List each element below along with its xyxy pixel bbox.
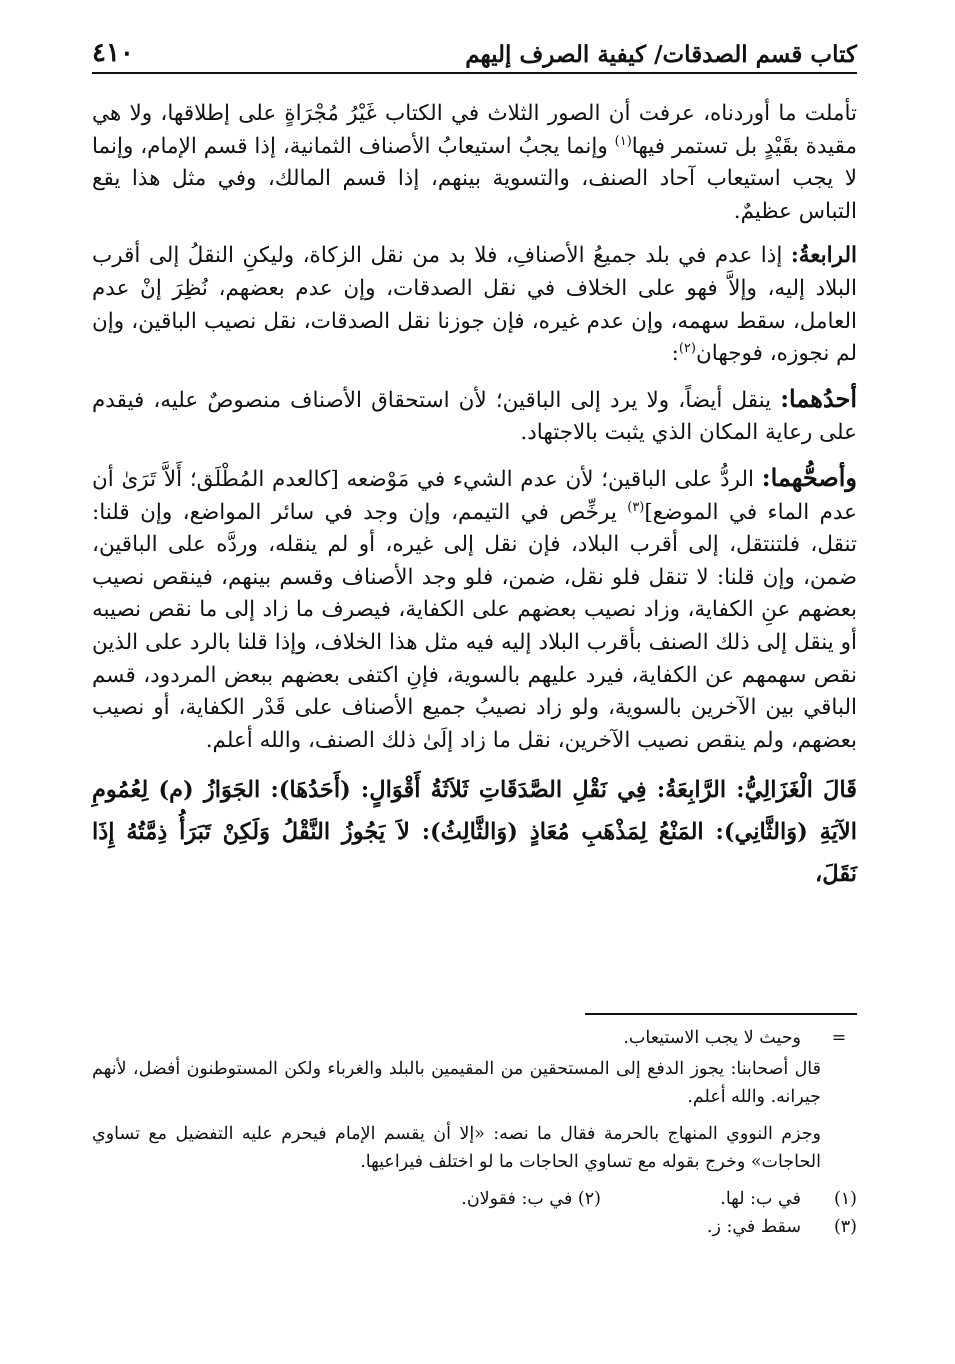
paragraph-fourth-text-b: : [671,341,679,367]
footnote-3-text: سقط في: ز. [706,1217,801,1237]
paragraph-first-view [92,383,857,450]
footnotes [92,1024,857,1242]
footnote-2-text: (٢) في ب: فقولان. [461,1188,601,1209]
paragraph-1-text-a: تأملت ما أوردناه، عرفت أن الصور الثلاث في الكتاب غَيْرُ مُجْرَاةٍ على إطلاقها، ولا هي مقيدة بقَيْدٍ بل تستمر فيها [92,101,857,159]
paragraph-1 [92,98,857,228]
continuation-marker: = [831,1028,847,1048]
page-number: ٤١٠ [92,38,134,68]
paragraph-fourth-lead: الرابعةُ: [790,243,857,269]
paragraph-first-view-lead: أحدُهما: [780,383,857,413]
paragraph-correct-view [92,462,857,757]
page-header [92,30,857,74]
paragraph-correct-view-lead: وأصحُّهما: [761,462,857,492]
paragraph-fourth-text-a: إذا عدم في بلد جميعُ الأصنافِ، فلا بد من نقل الزكاة، وليكنِ النقلُ إلى أقرب البلاد إليه، وإلاَّ فهو على الخلاف في نقل الصدقات، وإن عدم بعضهم، نُظِرَ إنْ عدم العامل، سقط سهمه، وإن عدم غيره، فإن جوزنا نقل الصدقات، نقل نصيب الباقين، وإن لم نجوزه، فوجهان [92,243,857,367]
paragraph-fourth [92,240,857,370]
footnote-ref-1: (١) [614,133,632,149]
continuation-line: وحيث لا يجب الاستيعاب. [623,1028,801,1048]
footnote-ref-2: (٢) [678,341,696,356]
footnote-block-1: قال أصحابنا: يجوز الدفع إلى المستحقين من المقيمين بالبلد والغرباء ولكن المستوطنون أفضل، لأنهم جيرانه. والله أعلم. [92,1058,821,1107]
footnote-block-2: وجزم النووي المنهاج بالحرمة فقال ما نصه: «إلا أن يقسم الإمام فيحرم عليه التفضيل مع تساوي الحاجات» وخرج بقوله مع تساوي الحاجات ما لو اختلف فيراعيها. [92,1123,821,1172]
paragraph-correct-view-text-a: الردُّ على الباقين؛ لأن عدم الشيء في مَوْضعه [كالعدم المُطْلَق؛ أَلاَّ تَرَىٰ أن عدم الماء في الموضع] [92,466,858,525]
main-text [92,98,857,907]
footnote-ref-3: (٣) [627,499,645,515]
footnote-1-number: (١) [833,1188,857,1209]
footnote-continuation [92,1024,857,1053]
ghazali-quote [92,769,857,895]
footnote-divider [585,1013,857,1015]
footnote-3-number: (٣) [833,1217,857,1237]
running-title: كتاب قسم الصدقات/ كيفية الصرف إليهم [465,41,857,68]
paragraph-first-view-text: ينقل أيضاً، ولا يرد إلى الباقين؛ لأن استحقاق الأصناف منصوصٌ عليه، فيقدم على رعاية المكان الذي يثبت بالاجتهاد. [92,387,857,446]
paragraph-correct-view-text-b: يرخِّص في التيمم، وإن وجد في سائر المواضع، وإن قلنا: تنقل، فلتنتقل، إلى أقرب البلاد، فإن نقل إلى غيره، أو لم ينقله، وردَّه على الباقين، ضمن، وإن قلنا: لا تنقل فلو نقل، ضمن، فلو وجد الأصناف وقسم بينهم، فينقص نصيب بعضهم عنِ الكفاية، وزاد نصيب بعضهم على الكفاية، فيصرف ما زاد إلى ما نقص نصيبه أو ينقل إلى ذلك الصنف بأقرب البلاد إليه فيه مثل هذا الخلاف، وإذا قلنا بالرد على الذين نقص سهمهم عن الكفاية، فيرد عليهم بالسوية، فإنِ اكتفى بعضهم ببعض المردود، قسم الباقي بين الآخرين بالسوية، ولو زاد نصيبُ جميع الأصناف على قَدْر الكفاية، أو نصيب بعضهم، ولم ينقص نصيب الآخرين، نقل ما زاد إلَىٰ ذلك الصنف، والله أعلم. [92,499,857,753]
ghazali-quote-intro: قَالَ الْغَزَالِيُّ: [726,777,857,804]
footnote-row-3 [92,1213,857,1242]
ghazali-quote-text: الرَّابِعَةُ: فِي نَقْلِ الصَّدَقَاتِ ثَلاَثَةُ أَقْوَالٍ: (أَحَدُهَا): الجَوَازُ (م) لِعُمُومِ الآيَةِ (وَالثَّانِي): المَنْعُ لِمَذْهَبِ مُعَاذٍ (وَالثَّالِثُ): لاَ يَجُوزُ النَّقْلُ وَلَكِنْ تَبَرَأُ ذِمَّتُهُ إِذَا نَقَلَ، [92,777,857,888]
footnote-row-1-2 [92,1185,857,1214]
paragraph-1-text-b: وإنما يجبُ استيعابُ الأصناف الثمانية، إذا قسم الإمام، وإنما لا يجب استيعاب آحاد الصنف، والتسوية بينهم، إذا قسم المالك، وفي مثل هذا يقع التباس عظيمٌ. [92,133,857,224]
footnote-1-text: في ب: لها. [720,1188,801,1209]
